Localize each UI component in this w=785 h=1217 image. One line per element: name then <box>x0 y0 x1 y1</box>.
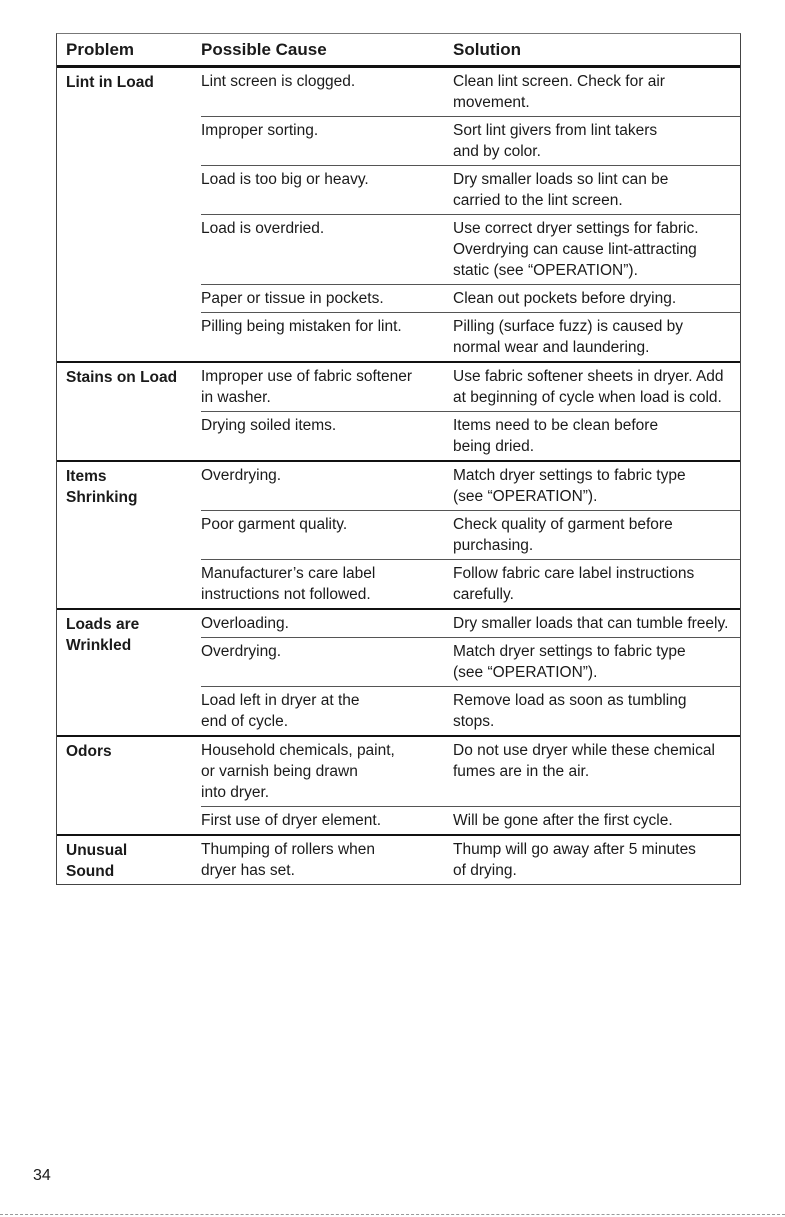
page-number: 34 <box>33 1167 51 1184</box>
table-row <box>201 610 740 637</box>
table-row <box>201 284 740 312</box>
header-solution: Solution <box>453 40 521 59</box>
table-row <box>201 510 740 559</box>
table-row <box>201 737 740 806</box>
problem-group <box>57 68 740 361</box>
problem-group <box>57 735 740 834</box>
possible-cause-cell: Poor garment quality. <box>201 516 348 533</box>
table-row <box>201 462 740 510</box>
possible-cause-cell: Improper use of fabric softener in washer. <box>201 368 413 406</box>
possible-cause-cell: Load is too big or heavy. <box>201 171 369 188</box>
possible-cause-cell: Lint screen is clogged. <box>201 73 356 90</box>
problem-label: Unusual Sound <box>66 842 128 880</box>
possible-cause-cell: Pilling being mistaken for lint. <box>201 318 402 335</box>
solution-cell: Dry smaller loads that can tumble freely. <box>453 615 729 632</box>
problem-label: Odors <box>66 743 112 760</box>
possible-cause-cell: First use of dryer element. <box>201 812 382 829</box>
solution-cell: Sort lint givers from lint takers and by color. <box>453 122 658 160</box>
solution-cell: Clean out pockets before drying. <box>453 290 677 307</box>
table-row <box>201 836 740 884</box>
solution-cell: Check quality of garment before purchasing. <box>453 516 673 554</box>
problem-group <box>57 460 740 608</box>
table-row <box>201 312 740 361</box>
possible-cause-cell: Drying soiled items. <box>201 417 337 434</box>
possible-cause-cell: Improper sorting. <box>201 122 319 139</box>
problem-label: Lint in Load <box>66 74 154 91</box>
solution-cell: Dry smaller loads so lint can be carried to the lint screen. <box>453 171 669 209</box>
table-header <box>57 34 740 68</box>
table-row <box>201 806 740 834</box>
possible-cause-cell: Overdrying. <box>201 467 282 484</box>
possible-cause-cell: Household chemicals, paint, or varnish being drawn into dryer. <box>201 742 395 801</box>
possible-cause-cell: Paper or tissue in pockets. <box>201 290 384 307</box>
solution-cell: Clean lint screen. Check for air movement. <box>453 73 665 111</box>
table-row <box>201 363 740 411</box>
problem-group <box>57 608 740 735</box>
problem-group <box>57 834 740 884</box>
solution-cell: Items need to be clean before being dried. <box>453 417 659 455</box>
table-body <box>57 68 740 884</box>
possible-cause-cell: Load left in dryer at the end of cycle. <box>201 692 360 730</box>
solution-cell: Use fabric softener sheets in dryer. Add at beginning of cycle when load is cold. <box>453 368 724 406</box>
header-possible-cause: Possible Cause <box>201 40 327 59</box>
table-row <box>201 686 740 735</box>
solution-cell: Do not use dryer while these chemical fumes are in the air. <box>453 742 715 780</box>
solution-cell: Match dryer settings to fabric type (see “OPERATION”). <box>453 467 686 505</box>
solution-cell: Match dryer settings to fabric type (see “OPERATION”). <box>453 643 686 681</box>
problem-label: Loads are Wrinkled <box>66 616 140 654</box>
solution-cell: Follow fabric care label instructions carefully. <box>453 565 695 603</box>
table-row <box>201 165 740 214</box>
possible-cause-cell: Load is overdried. <box>201 220 325 237</box>
solution-cell: Thump will go away after 5 minutes of drying. <box>453 841 696 879</box>
solution-cell: Will be gone after the first cycle. <box>453 812 673 829</box>
table-row <box>201 68 740 116</box>
table-row <box>201 637 740 686</box>
table-row <box>201 559 740 608</box>
problem-label: Stains on Load <box>66 369 178 386</box>
possible-cause-cell: Thumping of rollers when dryer has set. <box>201 841 376 879</box>
possible-cause-cell: Overdrying. <box>201 643 282 660</box>
table-row <box>201 214 740 284</box>
problem-label: Items Shrinking <box>66 468 138 506</box>
problem-group <box>57 361 740 460</box>
solution-cell: Remove load as soon as tumbling stops. <box>453 692 687 730</box>
solution-cell: Pilling (surface fuzz) is caused by normal wear and laundering. <box>453 318 684 356</box>
troubleshooting-table <box>56 33 741 885</box>
table-row <box>201 411 740 460</box>
possible-cause-cell: Overloading. <box>201 615 289 632</box>
table-row <box>201 116 740 165</box>
header-problem: Problem <box>66 40 135 59</box>
page-bottom-edge <box>0 1214 785 1215</box>
possible-cause-cell: Manufacturer’s care label instructions not followed. <box>201 565 376 603</box>
solution-cell: Use correct dryer settings for fabric. Overdrying can cause lint-attracting static (see “OPERATION”). <box>453 220 699 279</box>
